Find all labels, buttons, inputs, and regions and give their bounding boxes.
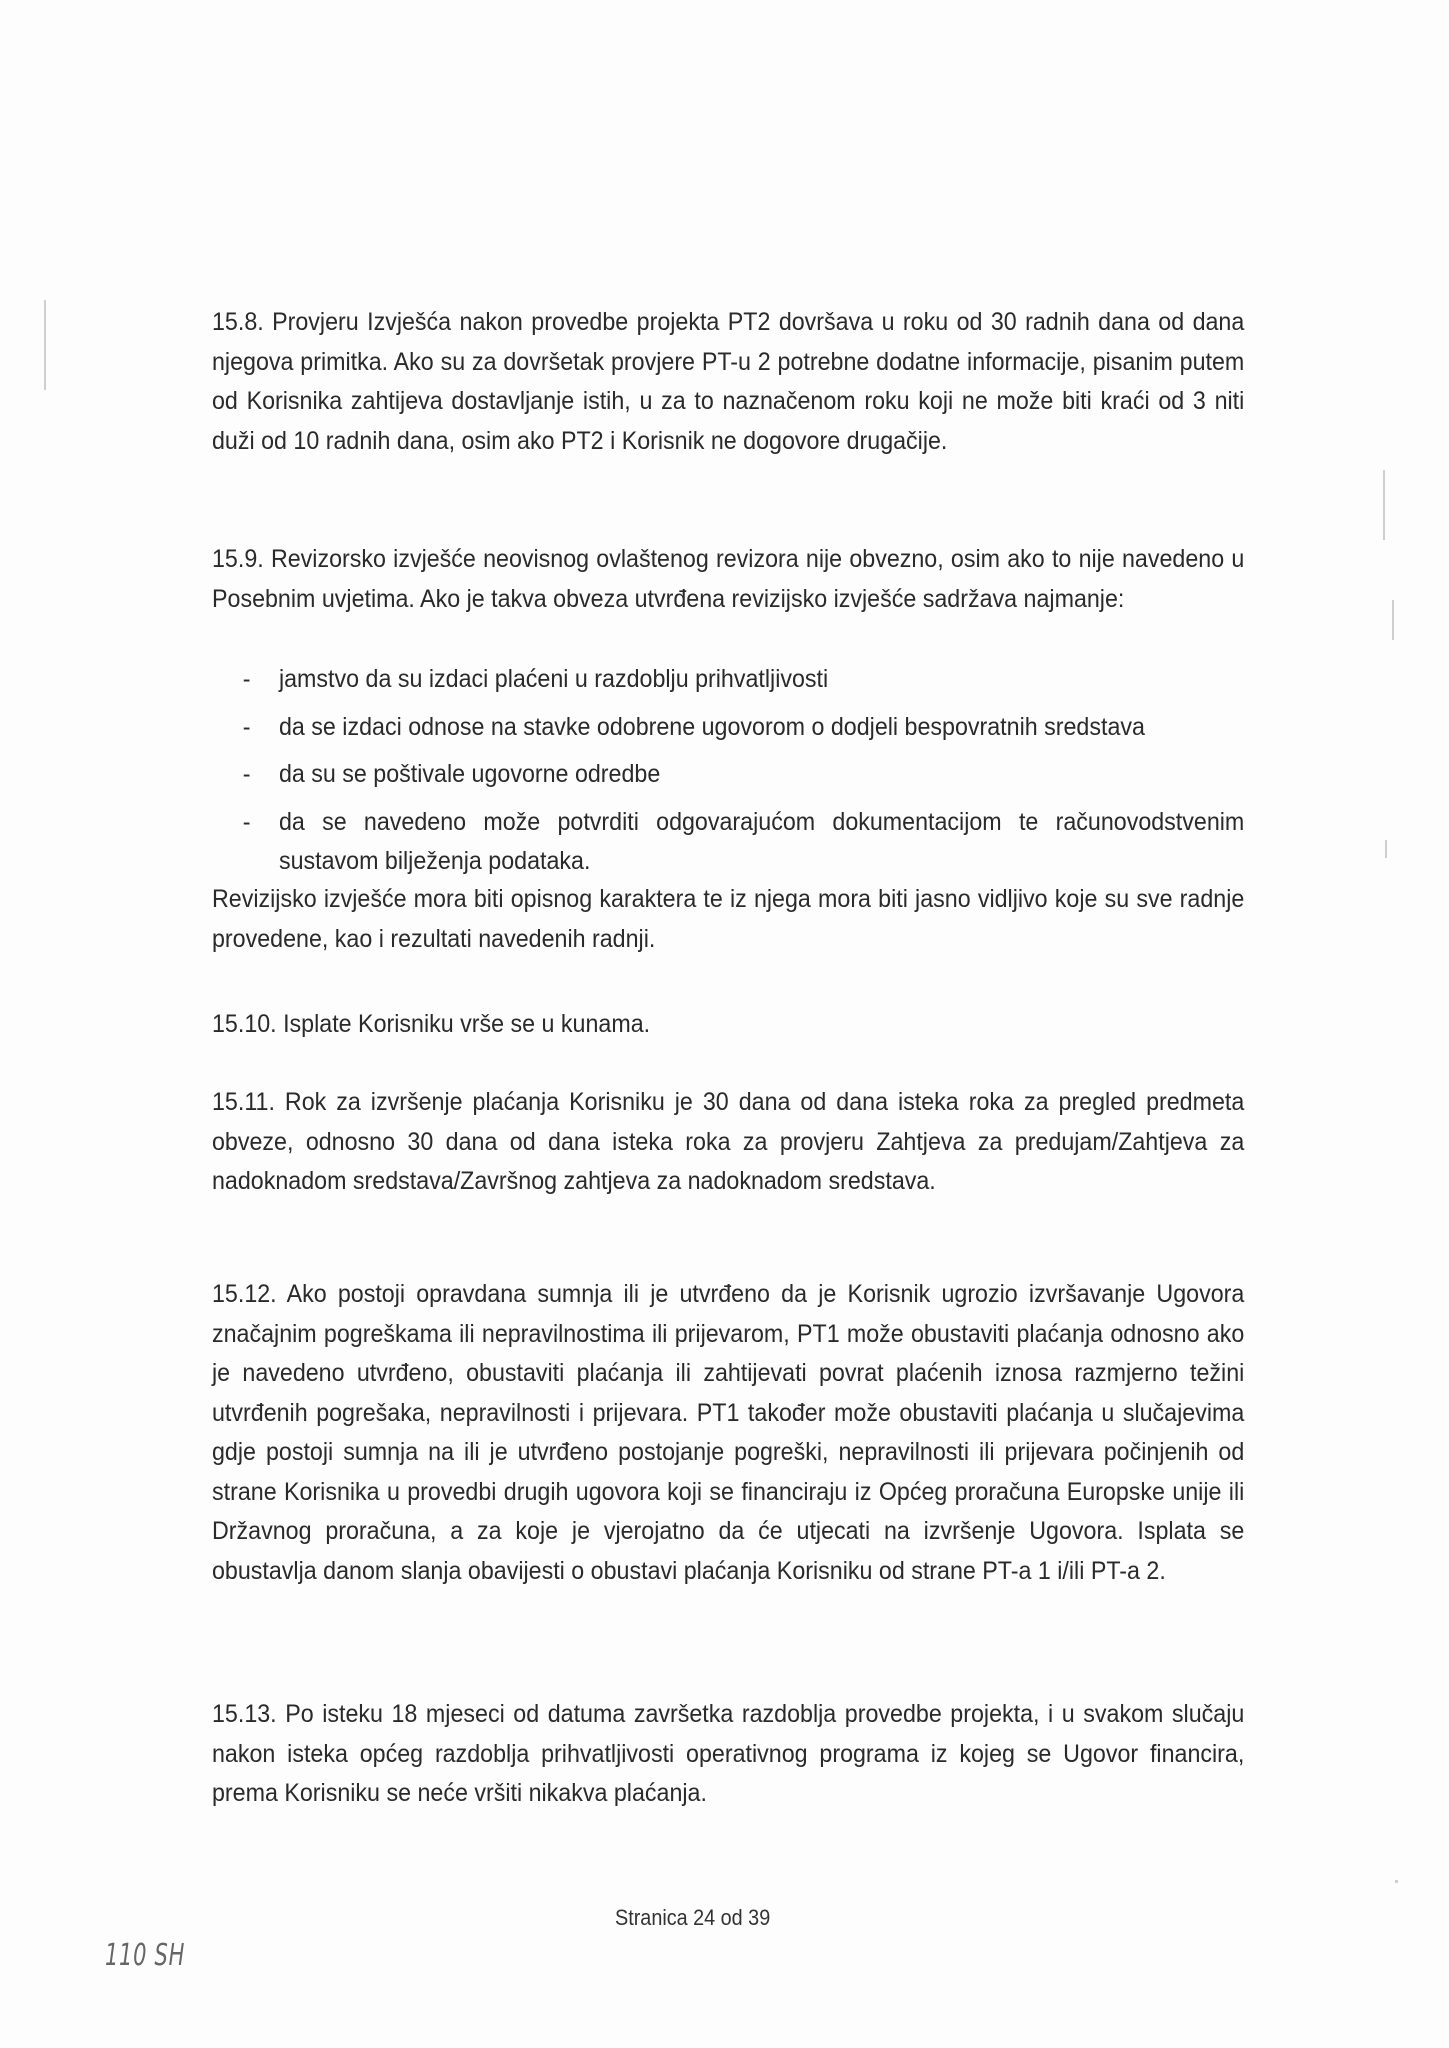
section-text: 15.11. Rok za izvršenje plaćanja Korisniku je 30 dana od dana isteka roka za pregled predmeta obveze, odnosno 30 dana od dana isteka roka za provjeru Zahtjeva za predujam/Zahtjeva za nadoknadom sredstava/Završnog zahtjeva za nadoknadom sredstava. [212,1088,1245,1195]
section-text: Revizijsko izvješće mora biti opisnog karaktera te iz njega mora biti jasno vidljivo koje su sve radnje provedene, kao i rezultati navedenih radnji. [212,885,1245,953]
section-15-9 [212,540,1244,619]
section-15-9-closing [212,880,1244,959]
scan-margin-mark [1383,470,1385,540]
bullet-marker: - [242,665,251,693]
section-15-8 [212,303,1244,461]
bullet-marker: - [242,760,251,788]
list-item-text: da se izdaci odnose na stavke odobrene ugovorom o dodjeli bespovratnih sredstava [278,712,1145,741]
list-item-text: jamstvo da su izdaci plaćeni u razdoblju prihvatljivosti [278,665,829,693]
page-number: Stranica 24 od 39 [615,1905,771,1930]
section-15-13 [212,1695,1244,1814]
list-item [212,708,1244,748]
handwritten-note: 110 SH [105,1938,186,1973]
list-item [212,803,1244,882]
scan-margin-mark [1385,840,1387,858]
bullet-marker: - [242,712,251,741]
section-15-11 [212,1083,1244,1202]
section-text: 15.8. Provjeru Izvješća nakon provedbe projekta PT2 dovršava u roku od 30 radnih dana od dana njegova primitka. Ako su za dovršetak provjere PT-u 2 potrebne dodatne informacije, pisanim putem od Korisnika zahtijeva dostavljanje istih, u za to naznačenom roku koji ne može biti kraći od 3 niti duži od 10 radnih dana, osim ako PT2 i Korisnik ne dogovore drugačije. [212,308,1245,455]
section-15-10 [212,1005,1244,1045]
scan-margin-mark [1392,600,1394,640]
list-item [212,755,1244,795]
list-item-text: da se navedeno može potvrditi odgovarajućom dokumentacijom te računovodstvenim sustavom bilježenja podataka. [278,807,1245,875]
scan-margin-mark [44,300,46,390]
section-text: 15.12. Ako postoji opravdana sumnja ili je utvrđeno da je Korisnik ugrozio izvršavanje Ugovora značajnim pogreškama ili nepravilnostima ili prijevarom, PT1 može obustaviti plaćanja odnosno ako je navedeno utvrđeno, obustaviti plaćanja ili zahtijevati povrat plaćenih iznosa razmjerno težini utvrđenih pogrešaka, nepravilnosti i prijevara. PT1 također može obustaviti plaćanja u slučajevima gdje postoji sumnja na ili je utvrđeno postojanje pogreški, nepravilnosti ili prijevara počinjenih od strane Korisnika u provedbi drugih ugovora koji se financiraju iz Općeg proračuna Europske unije ili Državnog proračuna, a za koje je vjerojatno da će utjecati na izvršenje Ugovora. Isplata se obustavlja danom slanja obavijesti o obustavi plaćanja Korisniku od strane PT-a 1 i/ili PT-a 2. [212,1280,1245,1585]
section-text: 15.13. Po isteku 18 mjeseci od datuma završetka razdoblja provedbe projekta, i u svakom slučaju nakon isteka općeg razdoblja prihvatljivosti operativnog programa iz kojeg se Ugovor financira, prema Korisniku se neće vršiti nikakva plaćanja. [212,1700,1245,1807]
list-item-text: da su se poštivale ugovorne odredbe [278,760,661,788]
list-item [212,660,1244,700]
bullet-marker: - [242,807,251,836]
scan-margin-mark [1395,1880,1398,1883]
section-15-12 [212,1275,1244,1591]
audit-requirements-list [212,660,1244,890]
section-text: 15.10. Isplate Korisniku vrše se u kunama. [212,1010,651,1038]
section-text: 15.9. Revizorsko izvješće neovisnog ovlaštenog revizora nije obvezno, osim ako to nije navedeno u Posebnim uvjetima. Ako je takva obveza utvrđena revizijsko izvješće sadržava najmanje: [212,545,1245,613]
